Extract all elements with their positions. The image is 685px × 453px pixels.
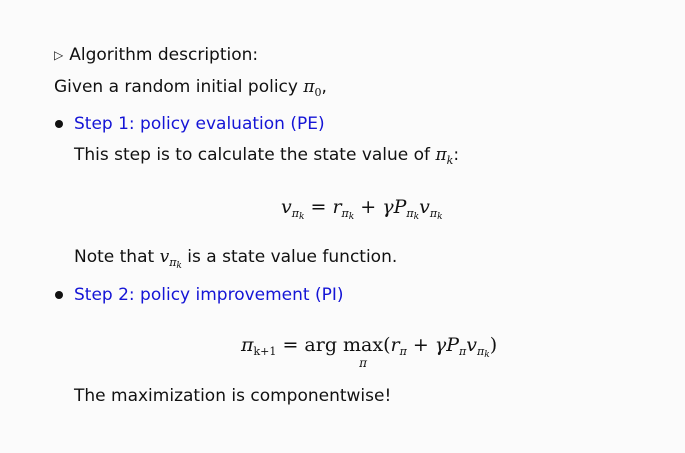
equation-pe: $v_{\pi_k} = r_{\pi_k} + \gamma P_{\pi_k}v_{\pi_k}$ — [281, 196, 443, 222]
step2-title: Step 2: policy improvement (PI) — [74, 285, 344, 305]
equation-pi: $\pi_{k+1}$ = arg max π $(r_\pi + \gamma P_\pi v_{\pi_k})$ — [241, 334, 498, 370]
triangle-marker-icon: ▷ — [54, 48, 64, 62]
bullet-step2 — [55, 291, 63, 299]
heading — [54, 44, 258, 67]
step1-description: This step is to calculate the state value of $\pi_k$: — [74, 145, 460, 167]
intro-line: Given a random initial policy $\pi_0$, — [54, 77, 327, 99]
v-pi-k: $v_{\pi_k}$ — [159, 247, 182, 271]
pi-k: $\pi_k$ — [435, 145, 454, 167]
pi-zero: $\pi_0$ — [303, 77, 322, 99]
step1-title: Step 1: policy evaluation (PE) — [74, 114, 325, 134]
bullet-step1 — [55, 120, 63, 128]
step2-note: The maximization is componentwise! — [74, 386, 392, 406]
step1-note: Note that $v_{\pi_k}$ is a state value function. — [74, 247, 398, 271]
intro-text: Given a random initial policy — [54, 77, 298, 97]
max-operator: max π — [343, 334, 384, 370]
heading-text: Algorithm description: — [69, 45, 259, 65]
